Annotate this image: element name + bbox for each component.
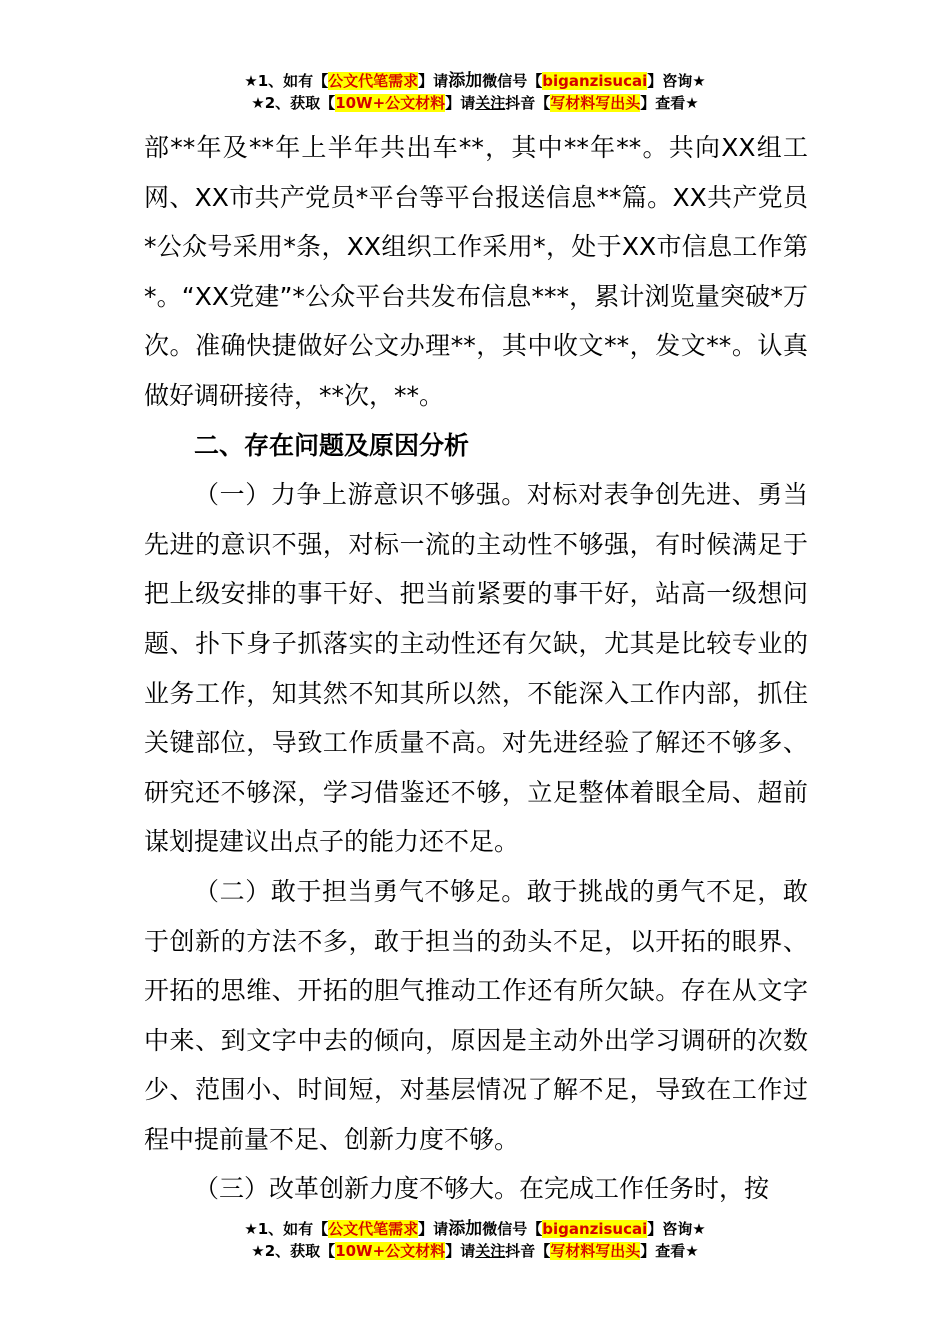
banner-line-1 [0,1218,950,1240]
banner-text: ★1、如有【 [244,72,329,90]
banner-text: 】请 [445,1242,476,1260]
document-body [144,123,808,1214]
header-banner [0,70,950,114]
banner-highlight: 写材料写出头 [550,94,641,112]
banner-text: 】请 [418,1220,449,1238]
banner-text: 添加 [448,71,483,91]
banner-text: 】请 [418,72,449,90]
banner-highlight: biganzisucai [542,72,648,90]
banner-highlight: 10W+公文材料 [335,94,446,112]
banner-text: 抖音【 [505,94,551,112]
banner-text: 微信号【 [482,72,543,90]
banner-text: 】请 [445,94,476,112]
banner-line-1 [0,70,950,92]
paragraph-item-3: （三）改革创新力度不够大。在完成工作任务时，按 [194,1174,770,1204]
section-heading: 二、存在问题及原因分析 [194,430,470,460]
banner-text: 】查看★ [640,94,699,112]
banner-highlight: biganzisucai [542,1220,648,1238]
banner-text: 】咨询★ [647,72,706,90]
banner-line-2 [0,1240,950,1262]
banner-highlight: 公文代笔需求 [328,1220,419,1238]
footer-banner [0,1218,950,1262]
banner-text: 添加 [448,1219,483,1239]
banner-text: 】咨询★ [647,1220,706,1238]
paragraph-item-1: （一）力争上游意识不够强。对标对表争创先进、勇当先进的意识不强，对标一流的主动性不够强，有时候满足于把上级安排的事干好、把当前紧要的事干好，站高一级想问题、扑下身子抓落实的主动性还有欠缺，尤其是比较专业的业务工作，知其然不知其所以然，不能深入工作内部，抓住关键部位，导致工作质量不高。对先进经验了解还不够多、研究还不够深，学习借鉴还不够，立足整体着眼全局、超前谋划提建议出点子的能力还不足。 [144,480,808,857]
banner-highlight: 写材料写出头 [550,1242,641,1260]
banner-text: 关注 [475,94,506,112]
banner-highlight: 10W+公文材料 [335,1242,446,1260]
banner-line-2 [0,92,950,114]
banner-text: 抖音【 [505,1242,551,1260]
banner-text: ★2、获取【 [251,94,336,112]
paragraph-item-2: （二）敢于担当勇气不够足。敢于挑战的勇气不足，敢于创新的方法不多，敢于担当的劲头不足，以开拓的眼界、开拓的思维、开拓的胆气推动工作还有所欠缺。存在从文字中来、到文字中去的倾向，原因是主动外出学习调研的次数少、范围小、时间短，对基层情况了解不足，导致在工作过程中提前量不足、创新力度不够。 [144,876,808,1154]
banner-text: ★2、获取【 [251,1242,336,1260]
banner-text: 关注 [475,1242,506,1260]
banner-text: 】查看★ [640,1242,699,1260]
banner-text: ★1、如有【 [244,1220,329,1238]
banner-text: 微信号【 [482,1220,543,1238]
banner-highlight: 公文代笔需求 [328,72,419,90]
paragraph-continuation: 部**年及**年上半年共出车**，其中**年**。共向XX组工网、XX市共产党员*平台等平台报送信息**篇。XX共产党员*公众号采用*条，XX组织工作采用*，处于XX市信息工作第*。“XX党建”*公众平台共发布信息***，累计浏览量突破*万次。准确快捷做好公文办理**，其中收文**，发文**。认真做好调研接待，**次，**。 [144,133,808,410]
